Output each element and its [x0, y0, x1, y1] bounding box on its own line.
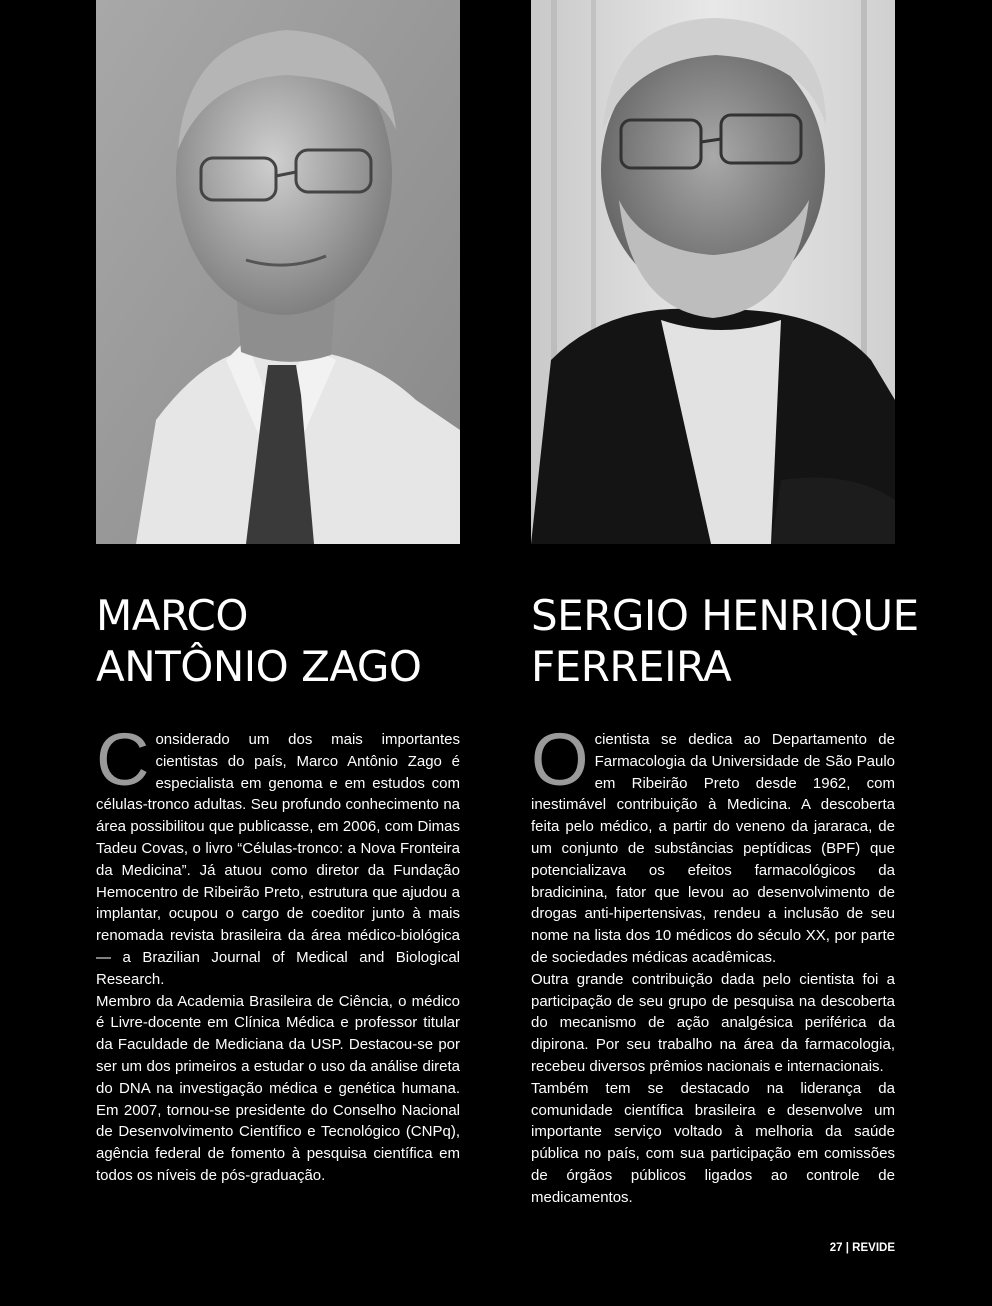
drop-cap: C	[96, 718, 150, 801]
bio-right	[531, 718, 895, 1209]
profile-name-left	[96, 590, 460, 692]
portrait-photo-icon	[531, 0, 895, 544]
name-line-2: ANTÔNIO ZAGO	[96, 642, 422, 691]
name-line-1: SERGIO HENRIQUE	[531, 591, 919, 640]
profile-name-right	[531, 590, 931, 692]
bio-paragraph: onsiderado um dos mais importantes cientistas do país, Marco Antônio Zago é especialista em genoma e em estudos com células-tronco adultas. Seu profundo conhecimento na área possibilitou que publicasse, em 2006, com Dimas Tadeu Covas, o livro “Células-tronco: a Nova Fronteira da Medicina”. Já atuou como diretor da Fundação Hemocentro de Ribeirão Preto, estrutura que ajudou a implantar, ocupou o cargo de coeditor junto à mais renomada revista brasileira da área médico-biológica — a Brazilian Journal of Medical and Biological Research.	[96, 731, 460, 988]
portrait-photo-icon	[96, 0, 460, 544]
bio-paragraph: Outra grande contribuição dada pelo cientista foi a participação de seu grupo de pesquisa na descoberta do mecanismo de ação analgésica periférica da dipirona. Por seu trabalho na área da farmacologia, recebeu diversos prêmios nacionais e internacionais.	[531, 970, 895, 1075]
magazine-name: REVIDE	[852, 1242, 895, 1254]
name-line-2: FERREIRA	[531, 642, 732, 691]
portrait-sergio-henrique-ferreira	[531, 0, 895, 544]
folio-separator: |	[845, 1242, 849, 1254]
drop-cap: O	[531, 718, 589, 801]
bio-paragraph: cientista se dedica ao Departamento de Farmacologia da Universidade de São Paulo em Ribeirão Preto desde 1962, com inestimável contribuição à Medicina. A descoberta feita pelo médico, a partir do veneno da jararaca, de um conjunto de substâncias peptídicas (BPF) que potencializava os efeitos farmacológicos da bradicinina, fator que levou ao desenvolvimento de drogas anti-hipertensivas, rendeu a inclusão de seu nome na lista dos 10 médicos do século XX, por parte de sociedades médicas acadêmicas.	[531, 731, 895, 966]
bio-left	[96, 718, 460, 1187]
bio-paragraph: Membro da Academia Brasileira de Ciência, o médico é Livre-docente em Clínica Médica e professor titular da Faculdade de Mediciana da USP. Destacou-se por ser um dos primeiros a estudar o uso da análise direta do DNA na investigação médica e genética humana. Em 2007, tornou-se presidente do Conselho Nacional de Desenvolvimento Científico e Tecnológico (CNPq), agência federal de fomento à pesquisa científica em todos os níveis de pós-graduação.	[96, 992, 460, 1184]
bio-paragraph: Também tem se destacado na liderança da comunidade científica brasileira e desenvolve um importante serviço voltado à melhoria da saúde pública no país, com sua participação em comissões de órgãos públicos ligados ao controle de medicamentos.	[531, 1079, 895, 1206]
page-number: 27	[829, 1242, 843, 1254]
name-line-1: MARCO	[96, 591, 248, 640]
portrait-marco-antonio-zago	[96, 0, 460, 544]
page-folio	[830, 1242, 895, 1254]
